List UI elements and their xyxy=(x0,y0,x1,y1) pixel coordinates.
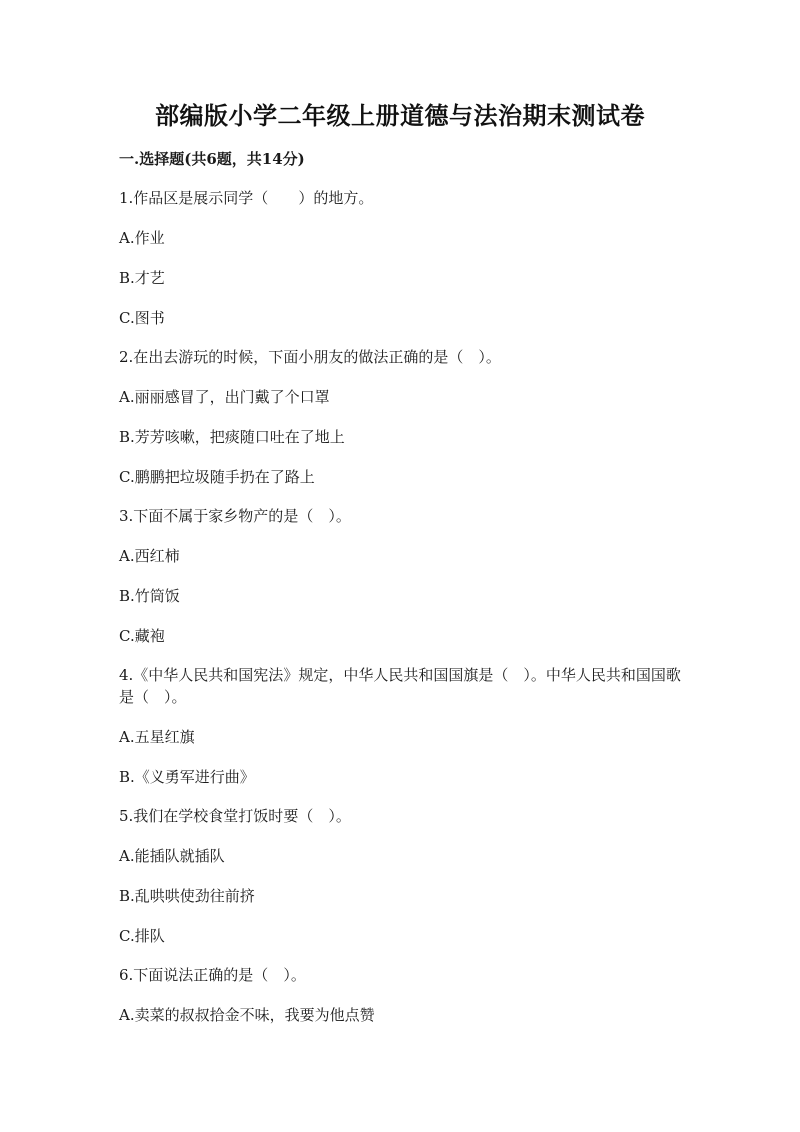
question-4-stem: 4.《中华人民共和国宪法》规定，中华人民共和国国旗是（ ）。中华人民共和国国歌是（ ）。 xyxy=(119,666,681,706)
question-5-option-c: C.排队 xyxy=(119,927,165,945)
question-3-option-b: B.竹筒饭 xyxy=(119,587,180,605)
question-6-option-a: A.卖菜的叔叔拾金不味，我要为他点赞 xyxy=(119,1006,375,1024)
question-1-option-b: B.才艺 xyxy=(119,269,165,287)
question-1-stem: 1.作品区是展示同学（ ）的地方。 xyxy=(119,189,374,207)
question-6-stem: 6.下面说法正确的是（ ）。 xyxy=(119,966,306,984)
question-4-option-a: A.五星红旗 xyxy=(119,728,195,746)
question-2-option-a: A.丽丽感冒了，出门戴了个口罩 xyxy=(119,388,330,406)
question-1-option-c: C.图书 xyxy=(119,309,165,327)
question-2-option-b: B.芳芳咳嗽，把痰随口吐在了地上 xyxy=(119,428,345,446)
question-5-option-b: B.乱哄哄使劲往前挤 xyxy=(119,887,255,905)
question-3-stem: 3.下面不属于家乡物产的是（ ）。 xyxy=(119,507,351,525)
question-4-option-b: B.《义勇军进行曲》 xyxy=(119,768,255,786)
page-title: 部编版小学二年级上册道德与法治期末测试卷 xyxy=(155,101,645,130)
question-5-stem: 5.我们在学校食堂打饭时要（ ）。 xyxy=(119,807,351,825)
question-2-option-c: C.鹏鹏把垃圾随手扔在了路上 xyxy=(119,468,315,486)
question-1-option-a: A.作业 xyxy=(119,229,165,247)
question-3-option-a: A.西红柿 xyxy=(119,547,180,565)
question-5-option-a: A.能插队就插队 xyxy=(119,847,225,865)
question-2-stem: 2.在出去游玩的时候，下面小朋友的做法正确的是（ ）。 xyxy=(119,348,501,366)
section-heading: 一.选择题(共6题，共14分) xyxy=(119,150,305,168)
question-3-option-c: C.藏袍 xyxy=(119,627,165,645)
